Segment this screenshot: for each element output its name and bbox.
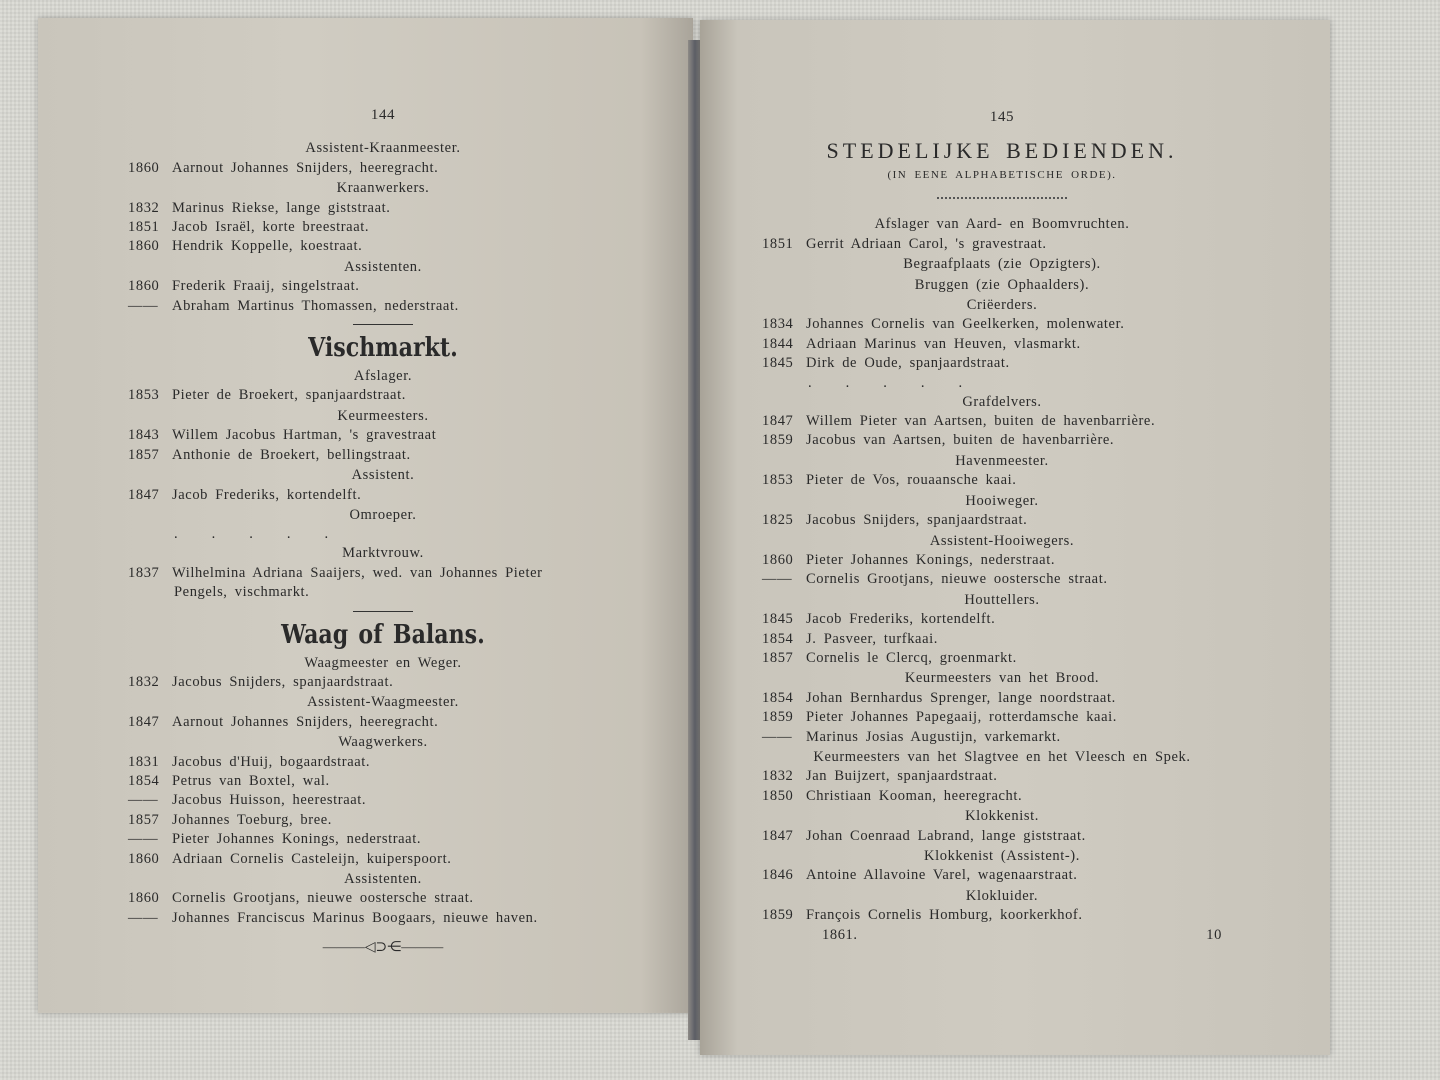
footer-year: 1861. (822, 926, 858, 943)
entry-year: 1837 (128, 564, 160, 581)
subheading: Afslager. (353, 368, 413, 385)
list-item (762, 866, 1242, 885)
entry-year: 1854 (762, 630, 794, 647)
ornament-divider: ———◁⊃⋲——— (322, 940, 444, 956)
entry-year: 1847 (762, 827, 794, 844)
entry-text: Jacobus Snijders, spanjaardstraat. (172, 673, 394, 690)
entry-year: 1825 (762, 512, 794, 529)
entry-text: Cornelis le Clercq, groenmarkt. (806, 649, 1017, 666)
list-item (128, 486, 638, 505)
list-item (762, 649, 1242, 668)
entry-year: 1859 (762, 907, 794, 924)
entry-year: 1850 (762, 787, 794, 804)
subheading: Klokkenist. (965, 808, 1039, 825)
entry-text: Jacob Israël, korte breestraat. (172, 219, 370, 236)
list-item (762, 827, 1242, 846)
list-item (762, 315, 1242, 334)
list-item (128, 850, 638, 869)
subheading: Keurmeesters. (337, 407, 429, 424)
list-item (762, 235, 1242, 254)
list-item (762, 570, 1242, 589)
entry-text: Marinus Riekse, lange giststraat. (172, 199, 391, 216)
entry-text: Johan Coenraad Labrand, lange giststraat. (806, 827, 1086, 844)
section-rule (353, 324, 413, 325)
entry-text: Johan Bernhardus Sprenger, lange noordstraat. (806, 689, 1116, 706)
entry-year: —— (128, 792, 159, 809)
entry-text: Jacob Frederiks, kortendelft. (806, 611, 996, 628)
entry-year: —— (762, 571, 793, 588)
entry-text: Jacobus van Aartsen, buiten de havenbarrière. (806, 432, 1115, 449)
entry-year: 1847 (762, 413, 794, 430)
entry-year: 1843 (128, 427, 160, 444)
entry-year: —— (128, 297, 159, 314)
entry-text: Jacob Frederiks, kortendelft. (172, 486, 362, 503)
entry-text: Petrus van Boxtel, wal. (172, 772, 330, 789)
entry-year: 1853 (762, 472, 794, 489)
page-footer (762, 926, 1242, 945)
entry-year: 1853 (128, 387, 160, 404)
subheading: Klokkenist (Assistent-). (924, 848, 1080, 864)
entry-year: 1832 (128, 673, 160, 690)
entry-year: 1851 (762, 235, 794, 252)
subheading: Keurmeesters van het Slagtvee en het Vleesch en Spek. (813, 748, 1191, 765)
entry-year: 1859 (762, 709, 794, 726)
right-page-text (762, 108, 1242, 945)
subheading: Grafdelvers. (962, 393, 1042, 410)
entry-year: —— (128, 909, 159, 926)
list-item (128, 753, 638, 772)
section-rule (353, 611, 413, 612)
subheading: Omroeper. (349, 506, 417, 523)
entry-text: Pieter Johannes Papegaaij, rotterdamsche kaai. (806, 709, 1117, 726)
entry-year: —— (762, 728, 793, 745)
wavy-divider (937, 191, 1067, 199)
left-page-text (128, 106, 638, 958)
entry-text: Adriaan Marinus van Heuven, vlasmarkt. (806, 335, 1081, 352)
entry-year: —— (128, 831, 159, 848)
entry-text: Frederik Fraaij, singelstraat. (172, 278, 360, 295)
list-item (762, 431, 1242, 450)
subheading: Marktvrouw. (342, 545, 424, 562)
entry-year: 1831 (128, 753, 160, 770)
subheading: Assistent-Waagmeester. (307, 694, 459, 711)
entry-year: 1860 (128, 238, 160, 255)
list-item (128, 297, 638, 316)
entry-text: Aarnout Johannes Snijders, heeregracht. (172, 159, 439, 176)
list-item (762, 511, 1242, 530)
subheading: Assistenten. (344, 258, 422, 275)
entry-year: 1834 (762, 316, 794, 333)
list-item (762, 787, 1242, 806)
entry-text: Jacobus d'Huij, bogaardstraat. (172, 753, 371, 770)
section-heading: Vischmarkt. (308, 333, 458, 364)
signature-mark: 10 (1206, 926, 1222, 943)
list-item (128, 237, 638, 256)
entry-text: Abraham Martinus Thomassen, nederstraat. (172, 297, 459, 314)
list-item (128, 811, 638, 830)
list-item (762, 551, 1242, 570)
list-item (128, 772, 638, 791)
subheading: Assistent. (351, 467, 415, 484)
entry-year: 1859 (762, 432, 794, 449)
vacancy-dots: ..... (174, 526, 363, 543)
entry-year: 1846 (762, 867, 794, 884)
entry-year: 1860 (128, 159, 160, 176)
left-entries (128, 139, 638, 928)
list-item (128, 909, 638, 928)
subheading: Klokluider. (965, 887, 1039, 904)
entry-year: 1860 (128, 850, 160, 867)
list-item (762, 610, 1242, 629)
list-item (128, 386, 638, 405)
page-number: 145 (989, 109, 1015, 125)
entry-text: Willem Jacobus Hartman, 's gravestraat (172, 427, 437, 444)
list-item (128, 673, 638, 692)
subheading: Houttellers. (964, 591, 1040, 608)
subheading: Assistenten. (344, 871, 422, 887)
list-item (128, 426, 638, 445)
list-item (128, 446, 638, 465)
entry-text: Cornelis Grootjans, nieuwe oostersche straat. (806, 571, 1108, 588)
subheading: Begraafplaats (zie Opzigters). (903, 256, 1101, 273)
subheading: Havenmeester. (955, 452, 1049, 469)
right-page (700, 20, 1330, 1055)
list-item (128, 564, 638, 583)
entry-year: 1832 (128, 199, 160, 216)
entry-year: 1847 (128, 486, 160, 503)
entry-text: Dirk de Oude, spanjaardstraat. (806, 355, 1010, 372)
entry-text: Adriaan Cornelis Casteleijn, kuiperspoort. (172, 850, 452, 867)
entry-text: Pieter de Vos, rouaansche kaai. (806, 472, 1017, 489)
list-item (762, 728, 1242, 747)
entry-year: 1845 (762, 611, 794, 628)
entry-text: Pieter Johannes Konings, nederstraat. (172, 831, 422, 848)
entry-text: Willem Pieter van Aartsen, buiten de havenbarrière. (806, 413, 1156, 430)
list-item (762, 630, 1242, 649)
entry-continuation: Pengels, vischmarkt. (174, 584, 310, 601)
list-item (762, 708, 1242, 727)
entry-text: J. Pasveer, turfkaai. (806, 630, 938, 647)
entry-text: Johannes Cornelis van Geelkerken, molenwater. (806, 316, 1125, 333)
list-item (128, 713, 638, 732)
list-item (762, 354, 1242, 373)
list-item (128, 889, 638, 908)
vacancy-dots: ..... (808, 374, 997, 391)
entry-text: Jan Buijzert, spanjaardstraat. (806, 768, 998, 785)
entry-year: 1854 (762, 689, 794, 706)
list-item (762, 906, 1242, 925)
right-entries (762, 215, 1242, 925)
subheading: Kraanwerkers. (336, 180, 430, 197)
entry-text: Jacobus Snijders, spanjaardstraat. (806, 512, 1028, 529)
subheading: Assistent-Kraanmeester. (305, 140, 461, 157)
subheading: Afslager van Aard- en Boomvruchten. (874, 216, 1130, 233)
entry-year: 1844 (762, 335, 794, 352)
entry-year: 1857 (128, 811, 160, 828)
entry-text: Gerrit Adriaan Carol, 's gravestraat. (806, 235, 1047, 252)
entry-text: Christiaan Kooman, heeregracht. (806, 787, 1023, 804)
page-subtitle: (IN EENE ALPHABETISCHE ORDE). (887, 169, 1117, 182)
subheading: Assistent-Hooiwegers. (929, 532, 1075, 549)
list-item (128, 830, 638, 849)
section-heading: Waag of Balans. (281, 619, 485, 650)
entry-text: Aarnout Johannes Snijders, heeregracht. (172, 713, 439, 730)
page-number: 144 (370, 107, 396, 123)
subheading: Waagmeester en Weger. (304, 654, 462, 671)
entry-text: Marinus Josias Augustijn, varkemarkt. (806, 728, 1061, 745)
entry-text: Cornelis Grootjans, nieuwe oostersche straat. (172, 890, 474, 907)
entry-year: 1832 (762, 768, 794, 785)
entry-text: Anthonie de Broekert, bellingstraat. (172, 446, 411, 463)
entry-text: Antoine Allavoine Varel, wagenaarstraat. (806, 867, 1078, 884)
list-item (762, 767, 1242, 786)
subheading: Hooiweger. (965, 492, 1039, 509)
entry-year: 1860 (128, 278, 160, 295)
entry-text: Johannes Franciscus Marinus Boogaars, nieuwe haven. (172, 909, 538, 926)
list-item (128, 199, 638, 218)
subheading: Keurmeesters van het Brood. (904, 670, 1100, 687)
entry-text: Wilhelmina Adriana Saaijers, wed. van Johannes Pieter (172, 564, 543, 581)
entry-text: Pieter Johannes Konings, nederstraat. (806, 551, 1056, 568)
entry-year: 1845 (762, 355, 794, 372)
entry-year: 1847 (128, 713, 160, 730)
entry-year: 1857 (762, 649, 794, 666)
list-item (762, 471, 1242, 490)
entry-year: 1854 (128, 772, 160, 789)
entry-year: 1851 (128, 219, 160, 236)
list-item (762, 412, 1242, 431)
list-item (762, 335, 1242, 354)
subheading: Criëerders. (966, 297, 1038, 314)
entry-text: Jacobus Huisson, heerestraat. (172, 792, 367, 809)
entry-text: Johannes Toeburg, bree. (172, 811, 332, 828)
list-item (128, 159, 638, 178)
subheading: Waagwerkers. (338, 734, 428, 751)
list-item (128, 277, 638, 296)
page-title: STEDELIJKE BEDIENDEN. (826, 138, 1178, 164)
entry-text: François Cornelis Homburg, koorkerkhof. (806, 907, 1083, 924)
left-page (38, 18, 693, 1013)
entry-text: Hendrik Koppelle, koestraat. (172, 238, 363, 255)
entry-text: Pieter de Broekert, spanjaardstraat. (172, 387, 406, 404)
subheading: Bruggen (zie Ophaalders). (914, 276, 1090, 293)
list-item (762, 689, 1242, 708)
entry-year: 1857 (128, 446, 160, 463)
entry-year: 1860 (762, 551, 794, 568)
entry-year: 1860 (128, 890, 160, 907)
list-item (128, 218, 638, 237)
list-item (128, 791, 638, 810)
